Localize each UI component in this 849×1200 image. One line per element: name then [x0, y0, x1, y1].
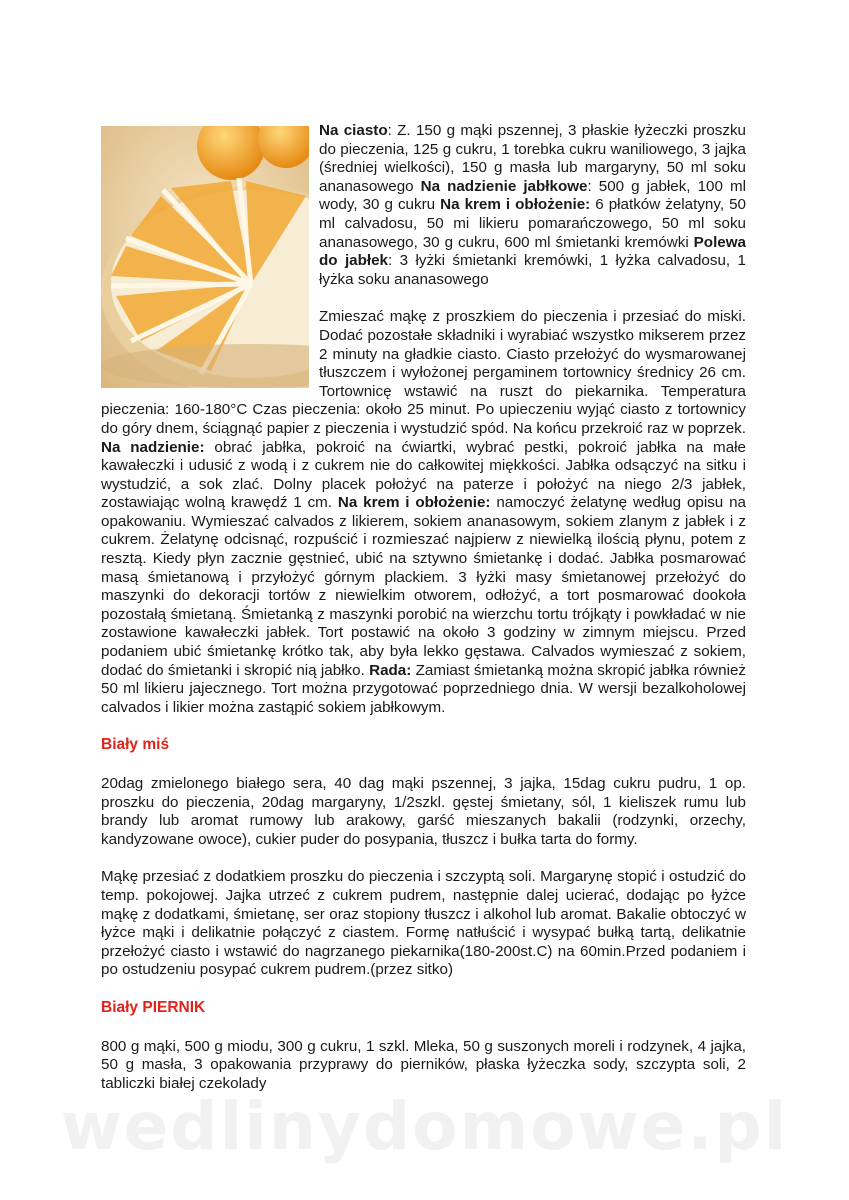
recipe-title-bialy-piernik: Biały PIERNIK: [101, 998, 206, 1016]
site-watermark: wedlinydomowe.pl: [60, 1088, 789, 1165]
method-text-3: namoczyć żelatynę według opisu na opakowaniu. Wymieszać calvados z likierem, sokiem ananasowym, sokiem zlanym z jabłek i z cukrem. Żelatynę odcisnąć, rozpuścić i rozmieszać najpierw z niewielką ilością płynu, potem z resztą. Kiedy płyn zacznie gęstnieć, ubić na sztywno śmietankę i dodać. Jabłka posmarować masą śmietanową i przyłożyć górnym plackiem. 3 łyżki masy śmietanowej przełożyć do maszynki do dekoracji tortów z niewielkim otworem, odłożyć, a tort posmarować dookoła pozostałą śmietaną. Śmietanką z maszynki porobić na wierzchu tortu trójkąty i powkładać w nie zostawione kawałeczki jabłek. Tort postawić na około 3 godziny w zimnym miejscu. Przed podaniem ubić śmietankę krótko tak, aby była lekko gęstawa. Calvados wymieszać z sokiem, dodać do śmietanki i skropić nią jabłko.: [101, 494, 746, 679]
dough-ingredients-text: : Z. 150 g mąki pszennej, 3 płaskie łyżeczki proszku do pieczenia, 125 g cukru, 1 torebka cukru waniliowego, 3 jajka (średniej wielkości), 150 g masła lub margaryny, 50 ml soku ananasowego: [319, 122, 747, 195]
document-page: [101, 122, 746, 1112]
cream-ingredients-text: 6 płatków żelatyny, 50 ml calvadosu, 50 mi likieru pomarańczowego, 50 ml soku ananasowego, 30 g cukru, 600 ml śmietanki kremówki: [319, 196, 746, 251]
method-text-2: obrać jabłka, pokroić na ćwiartki, wybrać pestki, pokroić jabłka na małe kawałeczki i udusić z wodą i z cukrem nie do całkowitej miękkości. Jabłka odsączyć na sitku i wystudzić, a sok zlać. Dolny placek położyć na paterze i położyć na niego 2/3 jabłek, zostawiając wolną krawędź 1 cm.: [101, 438, 746, 512]
recipe3-ingredients: 800 g mąki, 500 g miodu, 300 g cukru, 1 szkl. Mleka, 50 g suszonych moreli i rodzynek, 4 jajka, 50 g masła, 3 opakowania przyprawy do pierników, płaska łyżeczka sody, szczypta soli, 2 tabliczki białej czekolady: [101, 1037, 746, 1092]
ingredients-label-glaze: Polewa do jabłek: [319, 233, 746, 270]
ingredients-label-dough: Na ciasto: [319, 122, 388, 139]
tip-label: Rada:: [369, 661, 412, 679]
apple-cake-photo: [101, 126, 309, 388]
ingredients-label-cream: Na krem i obłożenie:: [440, 196, 591, 214]
method-label-cream: Na krem i obłożenie:: [337, 494, 491, 512]
recipe-title-bialy-mis: Biały miś: [101, 736, 170, 754]
ingredients-label-filling: Na nadzienie jabłkowe: [420, 177, 588, 195]
glaze-ingredients-text: : 3 łyżki śmietanki kremówki, 1 łyżka calvadosu, 1 łyżka soku ananasowego: [319, 252, 746, 288]
recipe2-ingredients: 20dag zmielonego białego sera, 40 dag mąki pszennej, 3 jajka, 15dag cukru pudru, 1 op. proszku do pieczenia, 20dag margaryny, 1/2szkl. gęstej śmietany, sól, 1 kieliszek rumu lub brandy lub aromat rumowy lub arakowy, garść mieszanych bakalii (rodzynki, orzechy, kandyzowane owoce), cukier puder do posypania, tłuszcz i bułka tarta do formy.: [101, 775, 746, 848]
filling-ingredients-text: : 500 g jabłek, 100 ml wody, 30 g cukru: [319, 177, 746, 214]
method-label-filling: Na nadzienie:: [101, 438, 205, 456]
tip-text: Zamiast śmietanką można skropić jabłka również 50 ml likieru jajecznego. Tort można przygotować poprzedniego dnia. W wersji bezalkoholowej calvados i likier można zastąpić sokiem jabłkowym.: [101, 661, 746, 716]
recipe2-method: Mąkę przesiać z dodatkiem proszku do pieczenia i szczyptą soli. Margarynę stopić i ostudzić do temp. pokojowej. Jajka utrzeć z cukrem pudrem, następnie dalej ucierać, dodając po łyżce mąkę z dodatkami, śmietanę, ser oraz stopiony tłuszcz i alkohol lub aromat. Bakalie obtoczyć w łyżce mąki i delikatnie połączyć z ciastem. Formę natłuścić i wysypać bułką tartą, delikatnie przełożyć ciasto i wstawić do nagrzanego piekarnika(180-200st.C) na 60min.Przed podaniem i po ostudzeniu posypać cukrem pudrem.(przez sitko): [101, 868, 746, 979]
method-text-1: Zmieszać mąkę z proszkiem do pieczenia i przesiać do miski. Dodać pozostałe składniki i wyrabiać wszystko mikserem przez 2 minuty na gładkie ciasto. Ciasto przełożyć do wysmarowanej tłuszczem i wyłożonej pergaminem tortownicy średnicy 26 cm. Tortownicę wstawić na ruszt do piekarnika. Temperatura pieczenia: 160-180°C Czas pieczenia: około 25 minut. Po upieczeniu wyjąć ciasto z tortownicy do góry dnem, ściągnąć papier z pieczenia i wystudzić spód. Na końcu przekroić raz w poprzek.: [101, 308, 746, 437]
